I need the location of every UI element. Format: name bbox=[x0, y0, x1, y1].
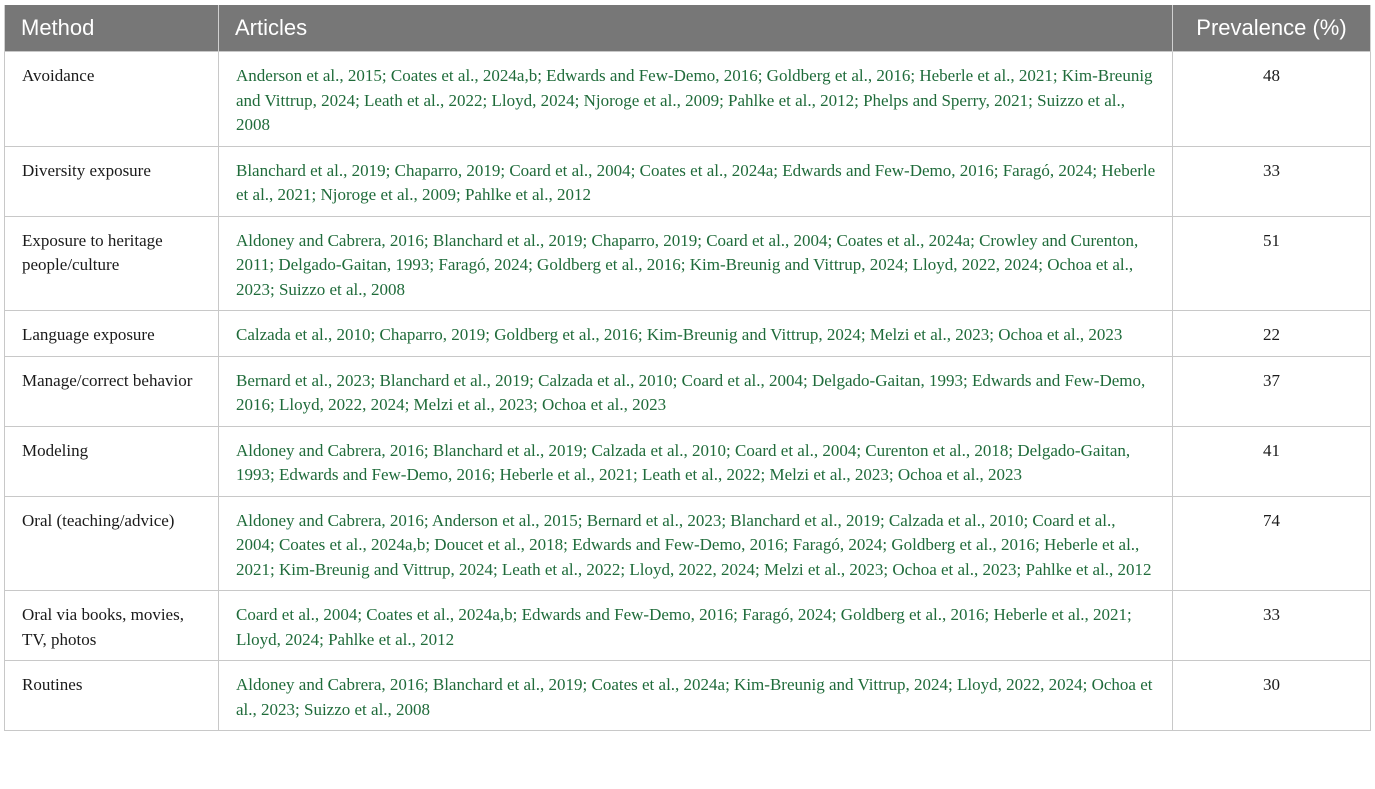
method-cell: Diversity exposure bbox=[5, 146, 219, 216]
articles-cell[interactable]: Bernard et al., 2023; Blanchard et al., 2019; Calzada et al., 2010; Coard et al., 2004; Delgado-Gaitan, 1993; Edwards and Few-Demo, 2016; Lloyd, 2022, 2024; Melzi et al., 2023; Ochoa et al., 2023 bbox=[219, 356, 1173, 426]
method-cell: Oral via books, movies, TV, photos bbox=[5, 591, 219, 661]
header-articles: Articles bbox=[219, 5, 1173, 52]
method-cell: Exposure to heritage people/culture bbox=[5, 216, 219, 311]
table-row bbox=[5, 496, 1371, 591]
prevalence-cell: 51 bbox=[1173, 216, 1371, 311]
articles-cell[interactable]: Aldoney and Cabrera, 2016; Anderson et al., 2015; Bernard et al., 2023; Blanchard et al., 2019; Calzada et al., 2010; Coard et al., 2004; Coates et al., 2024a,b; Doucet et al., 2018; Edwards and Few-Demo, 2016; Faragó, 2024; Goldberg et al., 2016; Heberle et al., 2021; Kim-Breunig and Vittrup, 2024; Leath et al., 2022; Lloyd, 2022, 2024; Melzi et al., 2023; Ochoa et al., 2023; Pahlke et al., 2012 bbox=[219, 496, 1173, 591]
method-cell: Avoidance bbox=[5, 52, 219, 147]
header-prevalence: Prevalence (%) bbox=[1173, 5, 1371, 52]
prevalence-cell: 30 bbox=[1173, 661, 1371, 731]
articles-cell[interactable]: Blanchard et al., 2019; Chaparro, 2019; Coard et al., 2004; Coates et al., 2024a; Edwards and Few-Demo, 2016; Faragó, 2024; Heberle et al., 2021; Njoroge et al., 2009; Pahlke et al., 2012 bbox=[219, 146, 1173, 216]
table-row bbox=[5, 52, 1371, 147]
header-row bbox=[5, 5, 1371, 52]
prevalence-cell: 74 bbox=[1173, 496, 1371, 591]
method-cell: Oral (teaching/advice) bbox=[5, 496, 219, 591]
articles-cell[interactable]: Aldoney and Cabrera, 2016; Blanchard et al., 2019; Coates et al., 2024a; Kim-Breunig and Vittrup, 2024; Lloyd, 2022, 2024; Ochoa et al., 2023; Suizzo et al., 2008 bbox=[219, 661, 1173, 731]
table-row bbox=[5, 216, 1371, 311]
method-cell: Modeling bbox=[5, 426, 219, 496]
articles-cell[interactable]: Coard et al., 2004; Coates et al., 2024a,b; Edwards and Few-Demo, 2016; Faragó, 2024; Goldberg et al., 2016; Heberle et al., 2021; Lloyd, 2024; Pahlke et al., 2012 bbox=[219, 591, 1173, 661]
table-row bbox=[5, 591, 1371, 661]
method-cell: Routines bbox=[5, 661, 219, 731]
table-row bbox=[5, 661, 1371, 731]
articles-cell[interactable]: Calzada et al., 2010; Chaparro, 2019; Goldberg et al., 2016; Kim-Breunig and Vittrup, 2024; Melzi et al., 2023; Ochoa et al., 2023 bbox=[219, 311, 1173, 357]
prevalence-cell: 33 bbox=[1173, 591, 1371, 661]
header-method: Method bbox=[5, 5, 219, 52]
articles-cell[interactable]: Anderson et al., 2015; Coates et al., 2024a,b; Edwards and Few-Demo, 2016; Goldberg et al., 2016; Heberle et al., 2021; Kim-Breunig and Vittrup, 2024; Leath et al., 2022; Lloyd, 2024; Njoroge et al., 2009; Pahlke et al., 2012; Phelps and Sperry, 2021; Suizzo et al., 2008 bbox=[219, 52, 1173, 147]
prevalence-cell: 22 bbox=[1173, 311, 1371, 357]
articles-cell[interactable]: Aldoney and Cabrera, 2016; Blanchard et al., 2019; Chaparro, 2019; Coard et al., 2004; Coates et al., 2024a; Crowley and Curenton, 2011; Delgado-Gaitan, 1993; Faragó, 2024; Goldberg et al., 2016; Kim-Breunig and Vittrup, 2024; Lloyd, 2022, 2024; Ochoa et al., 2023; Suizzo et al., 2008 bbox=[219, 216, 1173, 311]
prevalence-cell: 37 bbox=[1173, 356, 1371, 426]
prevalence-cell: 41 bbox=[1173, 426, 1371, 496]
table-row bbox=[5, 311, 1371, 357]
prevalence-cell: 48 bbox=[1173, 52, 1371, 147]
table-row bbox=[5, 426, 1371, 496]
table-row bbox=[5, 356, 1371, 426]
method-cell: Manage/correct behavior bbox=[5, 356, 219, 426]
methods-table bbox=[4, 5, 1371, 731]
table-row bbox=[5, 146, 1371, 216]
prevalence-cell: 33 bbox=[1173, 146, 1371, 216]
articles-cell[interactable]: Aldoney and Cabrera, 2016; Blanchard et al., 2019; Calzada et al., 2010; Coard et al., 2004; Curenton et al., 2018; Delgado-Gaitan, 1993; Edwards and Few-Demo, 2016; Heberle et al., 2021; Leath et al., 2022; Melzi et al., 2023; Ochoa et al., 2023 bbox=[219, 426, 1173, 496]
method-cell: Language exposure bbox=[5, 311, 219, 357]
